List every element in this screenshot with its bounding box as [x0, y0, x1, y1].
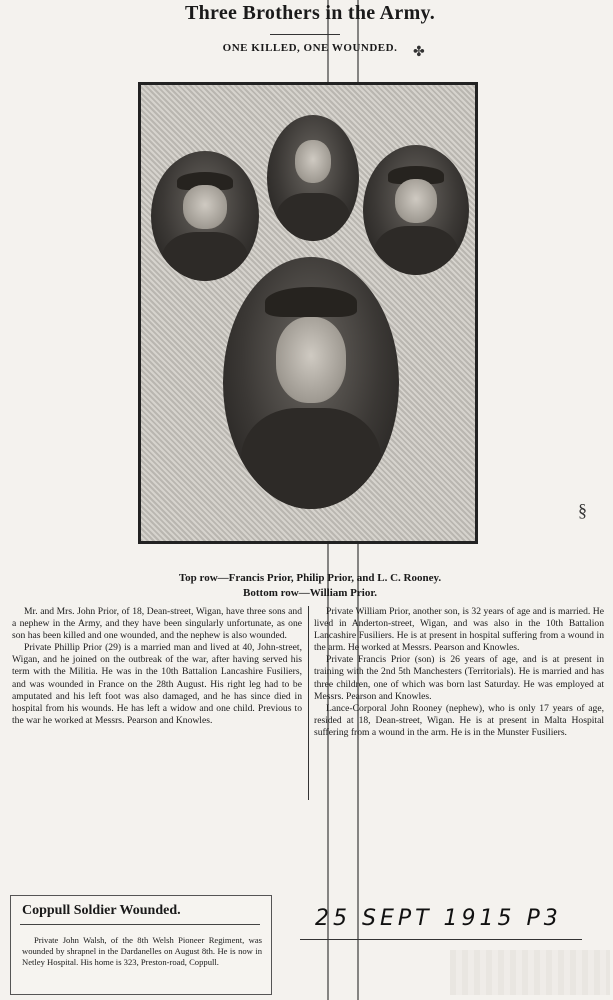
- scribble-icon: §: [578, 500, 587, 520]
- subheadline: ONE KILLED, ONE WOUNDED.: [222, 42, 398, 54]
- portrait-oval-francis: [151, 151, 259, 281]
- clipping-title: Coppull Soldier Wounded.: [22, 903, 181, 918]
- photo-caption-bottom: Bottom row—William Prior.: [243, 587, 377, 599]
- headline: Three Brothers in the Army.: [184, 2, 436, 24]
- article-column-1: [12, 606, 302, 727]
- face-shape: [276, 317, 346, 403]
- photo-caption-top: Top row—Francis Prior, Philip Prior, and L. C. Rooney.: [178, 572, 442, 584]
- paragraph: Private John Walsh, of the 8th Welsh Pioneer Regiment, was wounded by shrapnel in the Dardanelles on August 8th. He is now in Netley Hospital. His home is 323, Preston-road, Coppull.: [22, 935, 262, 967]
- article-column-2: [314, 606, 604, 739]
- portrait-oval-rooney: [363, 145, 469, 275]
- headline-rule: [270, 34, 340, 35]
- handwritten-underline: [300, 939, 582, 940]
- portrait-oval-william: [223, 257, 399, 509]
- paragraph: Mr. and Mrs. John Prior, of 18, Dean-street, Wigan, have three sons and a nephew in the Army, and they have been singularly unfortunate, as one son has been killed and one wounded, and the nephew is also wounded.: [12, 606, 302, 642]
- uniform-shape: [276, 193, 350, 241]
- face-shape: [183, 185, 226, 229]
- mark-icon: ✤: [413, 45, 425, 60]
- faint-bleedthrough: [450, 950, 610, 995]
- portrait-photo: [138, 82, 478, 544]
- paragraph: Private William Prior, another son, is 32 years of age and is married. He lived in Anderton-street, Wigan, and was also in the 10th Battalion Lancashire Fusiliers. He is at present in hospital suffering from a wound in the arm. He worked at Messrs. Pearson and Knowles.: [314, 606, 604, 654]
- uniform-shape: [374, 226, 459, 275]
- portrait-oval-philip: [267, 115, 359, 241]
- face-shape: [395, 179, 437, 223]
- cap-shape: [265, 287, 357, 317]
- uniform-shape: [241, 408, 382, 509]
- paragraph: Lance-Corporal John Rooney (nephew), who is only 17 years of age, resided at 18, Dean-street, Wigan. He is at present in Malta Hospital suffering from a wound in the arm. He is in the Munster Fusiliers.: [314, 702, 604, 738]
- column-divider: [308, 606, 309, 800]
- handwritten-date-note: 25 SEPT 1915 P3: [315, 906, 562, 931]
- paragraph: Private Francis Prior (son) is 26 years of age, and is at present in training with the 2nd 5th Manchesters (Territorials). He is married and has three children, one of which was born last Saturday. He was employed at Messrs. Pearson and Knowles.: [314, 654, 604, 702]
- paragraph: Private Phillip Prior (29) is a married man and lived at 40, John-street, Wigan, and he joined on the outbreak of the war, after having served his term with the Militia. He was in the 10th Battalion Lancashire Fusiliers, and was wounded in France on the 28th August. His right leg had to be amputated and his left foot was also damaged, and he has since died in hospital from his wounds. He has left a widow and one child. Previous to the war he worked at Messrs. Pearson and Knowles.: [12, 642, 302, 726]
- uniform-shape: [162, 232, 248, 281]
- clipping-text: [22, 935, 262, 968]
- face-shape: [295, 140, 332, 183]
- clipping-rule: [20, 924, 260, 925]
